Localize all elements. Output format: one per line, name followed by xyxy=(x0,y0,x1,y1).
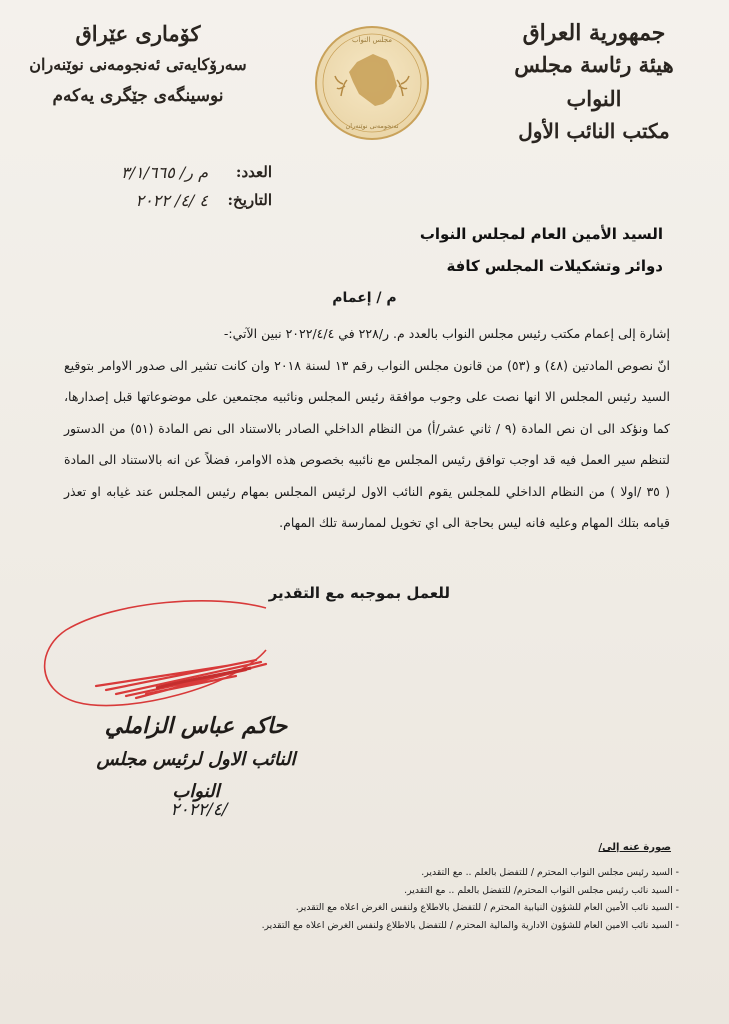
addressee-line-2: دوائر وتشكيلات المجلس كافة xyxy=(446,257,663,275)
arabic-letterhead xyxy=(489,18,699,146)
number-value: م ر/ ٣/١/٦٦٥ xyxy=(121,162,208,182)
letterhead-country-ku: كۆماری عێراق xyxy=(75,21,201,46)
letterhead-council: هيئة رئاسة مجلس النواب xyxy=(514,52,674,111)
letterhead-country: جمهورية العراق xyxy=(522,20,666,46)
signature-date: ٢٠٢٢/٤/ xyxy=(170,800,228,820)
body-paragraph-1: إشارة إلى إعمام مكتب رئيس مجلس النواب بالعدد م. ر/٢٢٨ في ٢٠٢٢/٤/٤ نبين الآتي:- xyxy=(223,326,670,341)
cc-title: صورة عنه إلى/ xyxy=(598,842,671,853)
seal-top-text: مجلس النواب xyxy=(351,36,393,44)
closing-line: للعمل بموجبه مع التقدير xyxy=(268,584,450,602)
reference-number-row xyxy=(22,158,272,186)
number-label: العدد: xyxy=(235,163,272,181)
cc-item: - السيد نائب الأمين العام للشؤون النيابية المحترم / للتفضل بالاطلاع ولنفس الغرض اعلاه مع التقدير. xyxy=(295,902,679,913)
addressee-block xyxy=(303,218,663,282)
date-value: ٤ /٤/ ٢٠٢٢ xyxy=(135,190,208,210)
signature-scribble-icon xyxy=(36,590,296,720)
letter-body xyxy=(64,318,670,539)
cc-item: - السيد نائب رئيس مجلس النواب المحترم/ للتفضل بالعلم .. مع التقدير. xyxy=(404,884,679,896)
date-label: التاريخ: xyxy=(227,191,272,209)
letterhead-office: مكتب النائب الأول xyxy=(518,119,670,143)
cc-item: - السيد نائب الامين العام للشؤون الادارية والمالية المحترم / للتفضل بالاطلاع ولنفس الغرض اعلاه مع التقدير. xyxy=(261,919,679,931)
reference-date-row xyxy=(22,186,272,214)
letterhead-council-ku: سەرۆکایەتی ئەنجومەنی نوێنەران xyxy=(29,55,247,74)
signer-block xyxy=(96,708,296,808)
kurdish-letterhead xyxy=(28,18,248,112)
body-paragraph-2: انّ نصوص المادتين (٤٨) و (٥٣) من قانون مجلس النواب رقم ١٣ لسنة ٢٠١٨ وان كانت تشير الى صدور الاوامر بتوقيع السيد رئيس المجلس الا انها نصت على وجوب موافقة رئيس المجلس ونائبيه مجتمعين على موضوعاتها قبل إصدارها، كما ونؤكد الى ان نص المادة (٩ / ثاني عشر/أ) من النظام الداخلي الصادر بالاستناد الى نص المادة (٥١) من الدستور لتنظم سير العمل فيه قد اوجب توافق رئيس المجلس مع نائبيه بخصوص هذه الاوامر، فضلاً عن انه بالاستناد الى المادة ( ٣٥ /اولا ) من النظام الداخلي للمجلس يقوم النائب الاول لرئيس المجلس بمهام رئيس المجلس عند غيابه او تعذر قيامه بتلك المهام وعليه فانه ليس بحاجة الى اي تخويل لممارسة تلك المهام. xyxy=(64,357,670,530)
letterhead-office-ku: نوسینگەی جێگری یەکەم xyxy=(52,86,224,106)
signer-title: النائب الاول لرئيس مجلس النواب xyxy=(96,749,296,802)
subject-line: م / إعمام xyxy=(332,290,397,306)
cc-item: - السيد رئيس مجلس النواب المحترم / للتفضل بالعلم .. مع التقدير. xyxy=(421,867,679,878)
cc-list xyxy=(79,864,679,934)
reference-block xyxy=(22,158,272,214)
parliament-seal-icon xyxy=(313,24,431,142)
seal-bottom-text: ئەنجومەنی نوێنەران xyxy=(345,122,399,130)
signer-name: حاكم عباس الزاملي xyxy=(104,713,288,739)
addressee-line-1: السيد الأمين العام لمجلس النواب xyxy=(419,225,663,243)
